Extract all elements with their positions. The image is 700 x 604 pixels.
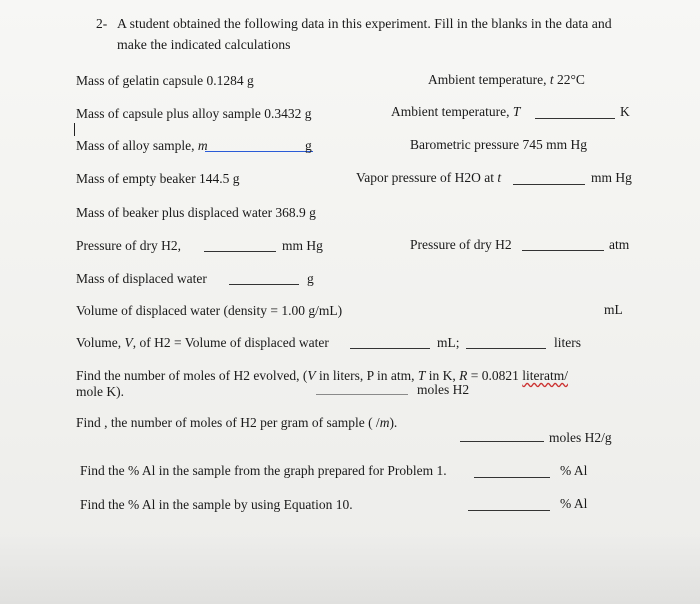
vapor-pressure-blank[interactable] bbox=[513, 184, 585, 185]
alloy-sample-mass-label: Mass of alloy sample, m bbox=[76, 138, 208, 153]
al-percent-equation-blank[interactable] bbox=[468, 510, 550, 511]
alloy-sample-mass-unit: g bbox=[305, 138, 312, 153]
displaced-water-mass-unit: g bbox=[307, 271, 314, 286]
dry-h2-pressure-atm-unit: atm bbox=[609, 237, 630, 252]
h2-volume-label: Volume, V, of H2 = Volume of displaced water bbox=[76, 335, 329, 350]
dry-h2-pressure-mmhg-blank[interactable] bbox=[204, 251, 276, 252]
al-percent-graph-unit: % Al bbox=[560, 463, 588, 478]
ambient-temp-celsius: Ambient temperature, t 22°C bbox=[428, 72, 585, 87]
moles-h2-instruction-line-2: mole K). bbox=[76, 384, 124, 399]
vapor-pressure-label: Vapor pressure of H2O at t bbox=[356, 170, 502, 185]
ambient-temp-kelvin-label: Ambient temperature, T bbox=[391, 104, 521, 119]
moles-h2-unit: moles H2 bbox=[417, 382, 470, 397]
text-cursor bbox=[74, 123, 75, 136]
h2-volume-ml-blank[interactable] bbox=[350, 348, 430, 349]
dry-h2-pressure-atm-blank[interactable] bbox=[522, 250, 604, 251]
h2-volume-liters-unit: liters bbox=[554, 335, 581, 350]
al-percent-graph-instruction: Find the % Al in the sample from the graph prepared for Problem 1. bbox=[80, 463, 447, 478]
question-number: 2- bbox=[96, 16, 108, 31]
ambient-temp-kelvin-blank[interactable] bbox=[535, 118, 615, 119]
displaced-water-volume-unit: mL bbox=[604, 302, 623, 317]
moles-per-gram-instruction: Find , the number of moles of H2 per gram of sample ( /m). bbox=[76, 415, 398, 430]
moles-per-gram-unit: moles H2/g bbox=[549, 430, 612, 445]
displaced-water-volume-label: Volume of displaced water (density = 1.00 g/mL) bbox=[76, 303, 343, 318]
capsule-plus-alloy-mass: Mass of capsule plus alloy sample 0.3432 g bbox=[76, 106, 312, 121]
dry-h2-pressure-mmhg-unit: mm Hg bbox=[282, 238, 323, 253]
al-percent-equation-instruction: Find the % Al in the sample by using Equation 10. bbox=[80, 497, 353, 512]
beaker-plus-water-mass: Mass of beaker plus displaced water 368.9 g bbox=[76, 205, 316, 220]
h2-volume-ml-unit: mL; bbox=[437, 335, 460, 350]
moles-h2-blank[interactable] bbox=[316, 394, 408, 395]
al-percent-graph-blank[interactable] bbox=[474, 477, 550, 478]
moles-h2-instruction-line-1: Find the number of moles of H2 evolved, (V in liters, P in atm, T in K, R = 0.0821 literatm/ bbox=[76, 368, 568, 383]
h2-volume-liters-blank[interactable] bbox=[466, 348, 546, 349]
ambient-temp-kelvin-unit: K bbox=[620, 104, 630, 119]
barometric-pressure: Barometric pressure 745 mm Hg bbox=[410, 137, 587, 152]
dry-h2-pressure-label: Pressure of dry H2, bbox=[76, 238, 181, 253]
empty-beaker-mass: Mass of empty beaker 144.5 g bbox=[76, 171, 240, 186]
al-percent-equation-unit: % Al bbox=[560, 496, 588, 511]
gelatin-capsule-mass: Mass of gelatin capsule 0.1284 g bbox=[76, 73, 254, 88]
dry-h2-pressure-atm-label: Pressure of dry H2 bbox=[410, 237, 512, 252]
question-line-2: make the indicated calculations bbox=[117, 37, 291, 52]
displaced-water-mass-label: Mass of displaced water bbox=[76, 271, 207, 286]
vapor-pressure-unit: mm Hg bbox=[591, 170, 632, 185]
displaced-water-mass-blank[interactable] bbox=[229, 284, 299, 285]
moles-per-gram-blank[interactable] bbox=[460, 441, 544, 442]
alloy-sample-mass-blank[interactable] bbox=[205, 151, 313, 152]
question-line-1: A student obtained the following data in this experiment. Fill in the blanks in the data and bbox=[117, 16, 612, 31]
page-shadow bbox=[0, 534, 700, 604]
